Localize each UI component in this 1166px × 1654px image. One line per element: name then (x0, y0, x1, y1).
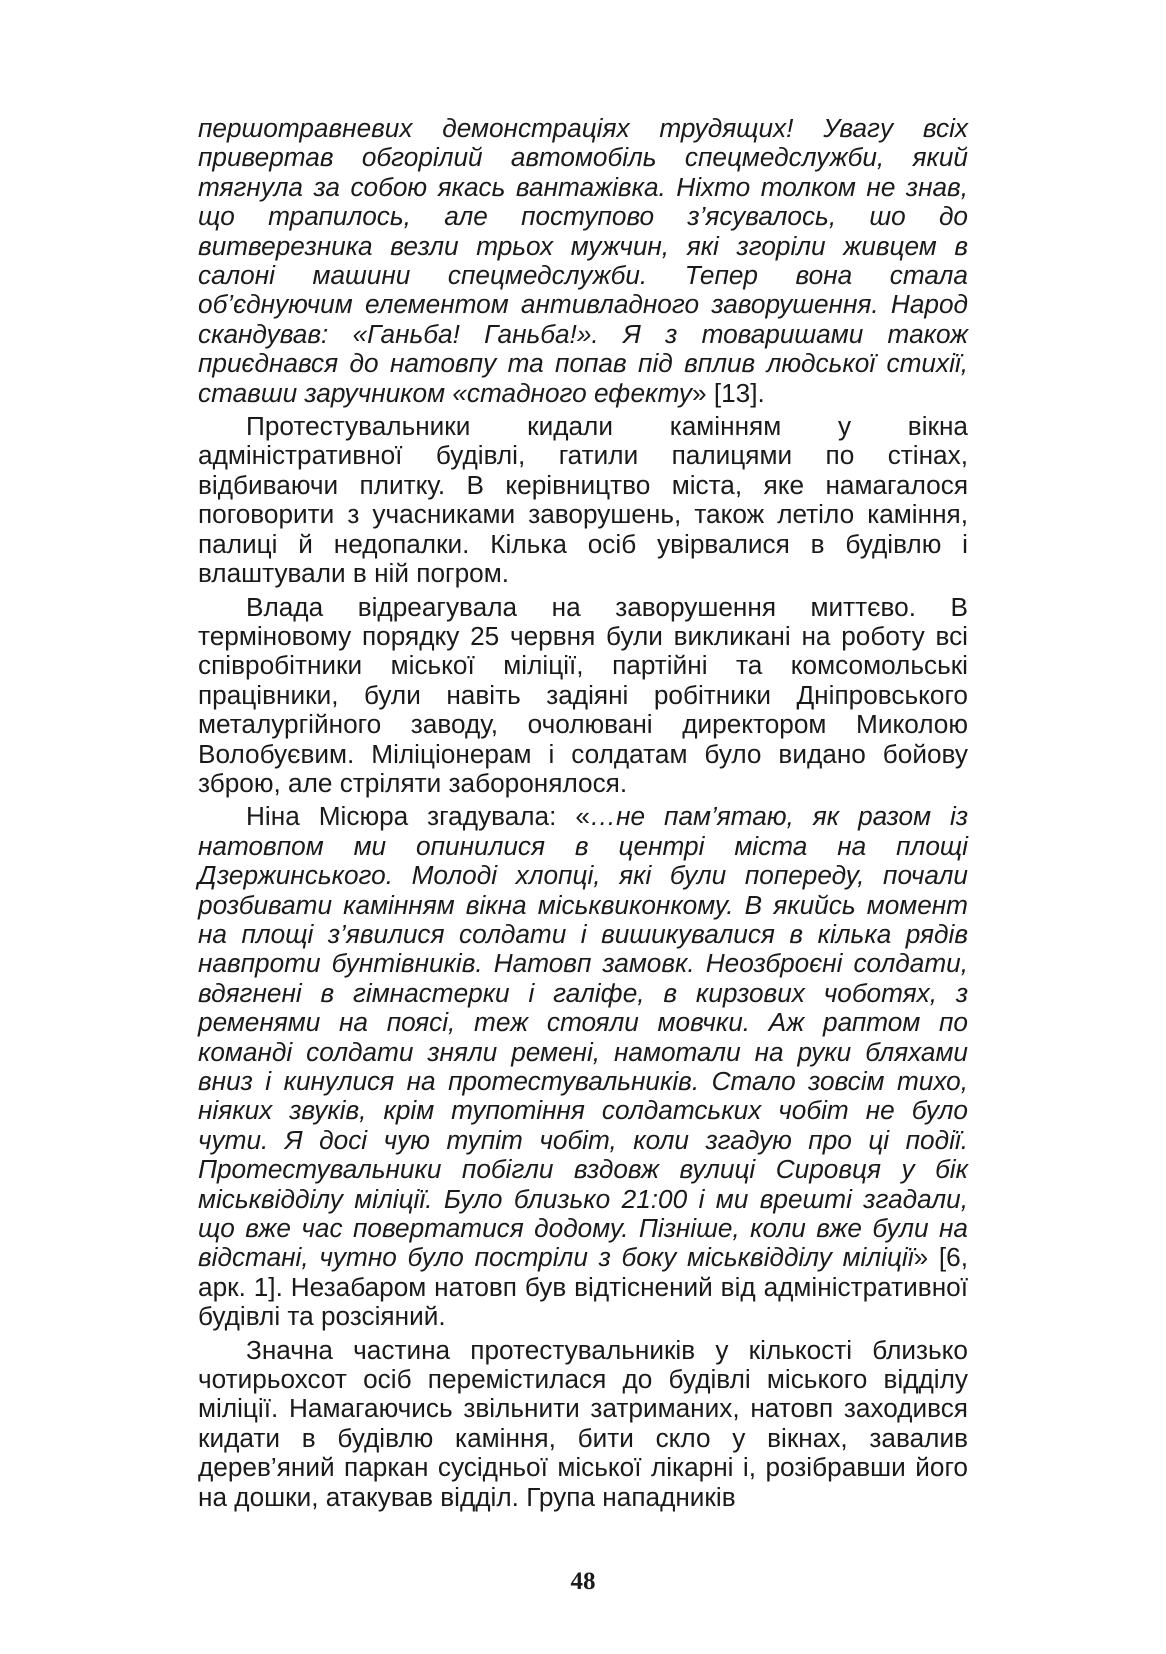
quote-italic: першотравневих демонстраціях трудящих! Увагу всіх привертав обгорілий автомобіль спецмедслужби, який тягнула за собою якась вантажівка. Ніхто толком не знав, що трапилось, але поступово з’ясувалось, шо до витверезника везли трьох мужчин, які згоріли живцем в салоні машини спецмедслужби. Тепер вона стала об’єднуючим елементом антивладного заворушення. Народ скандував: «Ганьба! Ганьба!». Я з товаришами також приєднався до натовпу та попав під вплив людської стихії, ставши заручником «стадного ефекту (198, 113, 968, 408)
paragraph-2 (198, 412, 968, 588)
paragraph-text: Влада відреагувала на заворушення миттєво. В терміновому порядку 25 червня були викликані на роботу всі співробітники міської міліції, партійні та комсомольські працівники, були навіть задіяні робітники Дніпровського металургійного заводу, очолювані директором Миколою Волобуєвим. Міліціонерам і солдатам було видано бойову зброю, але стріляти заборонялося. (198, 591, 968, 798)
paragraph-3 (198, 593, 968, 799)
paragraph-5 (198, 1336, 968, 1512)
paragraph-text: Протестувальники кидали камінням у вікна адміністративної будівлі, гатили палицями по стінах, відбиваючи плитку. В керівництво міста, яке намагалося поговорити з учасниками заворушень, також летіло каміння, палиці й недопалки. Кілька осіб увірвалися в будівлю і влаштували в ній погром. (198, 411, 968, 589)
citation: » [6, арк. 1]. Незабаром натовп був відтіснений від адміністративної будівлі та розсіяний. (198, 1242, 968, 1332)
page-number: 48 (570, 1568, 596, 1595)
paragraph-text: Значна частина протестувальників у кількості близько чотирьохсот осіб перемістилася до будівлі міського відділу міліції. Намагаючись звільнити затриманих, натовп заходився кидати в будівлю каміння, бити скло у вікнах, завалив дерев’яний паркан сусідньої міської лікарні і, розібравши його на дошки, атакував відділ. Група нападників (198, 1334, 968, 1512)
paragraph-1 (198, 114, 968, 408)
paragraph-lead: Ніна Місюра згадувала: « (246, 801, 590, 832)
quote-italic: …не пам’ятаю, як разом із натовпом ми опинилися в центрі міста на площі Дзержинського. Молоді хлопці, які були попереду, почали розбивати камінням вікна міськвиконкому. В якийсь момент на площі з’явилися солдати і вишикувалися в кілька рядів навпроти бунтівників. Натовп замовк. Неозброєні солдати, вдягнені в гімнастерки і галіфе, в кирзових чоботях, з ременями на поясі, теж стояли мовчки. Аж раптом по команді солдати зняли ремені, намотали на руки бляхами вниз і кинулися на протестувальників. Стало зовсім тихо, ніяких звуків, крім тупотіння солдатських чобіт не було чути. Я досі чую тупіт чобіт, коли згадую про ці події. Протестувальники побігли вздовж вулиці Сировця у бік міськвідділу міліції. Було близько 21:00 і ми врешті згадали, що вже час повертатися додому. Пізніше, коли вже були на відстані, чутно було постріли з боку міськвідділу міліції (198, 801, 968, 1273)
page-body (198, 114, 968, 1512)
citation: » [13]. (692, 377, 765, 408)
paragraph-4 (198, 802, 968, 1331)
